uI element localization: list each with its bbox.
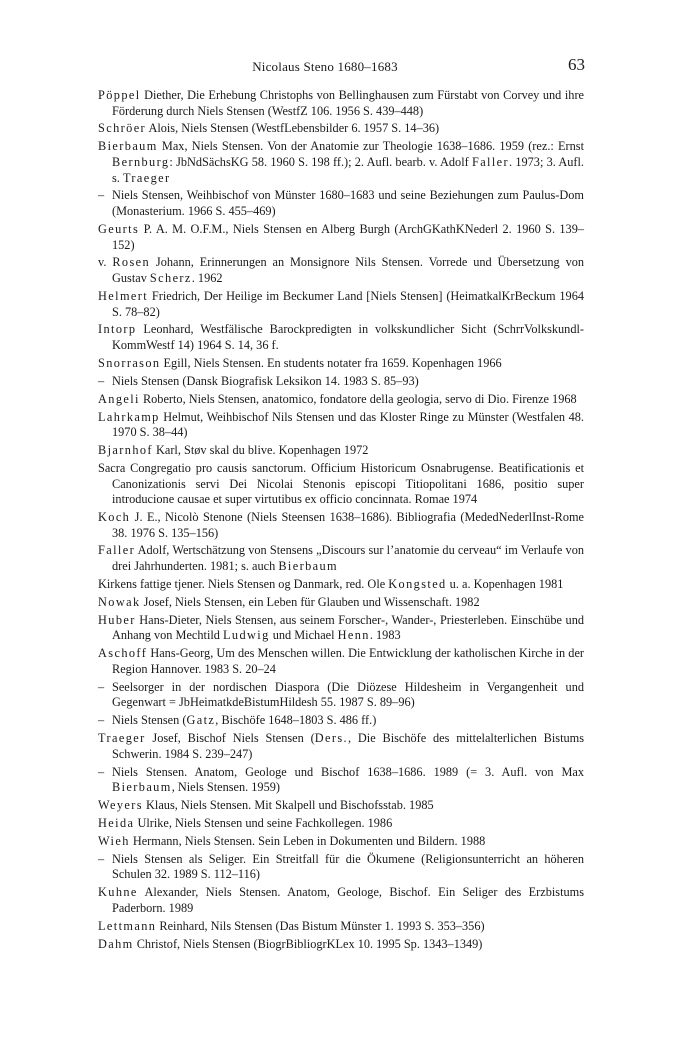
entry-text: Seelsorger in der nordischen Diaspora (Die Diözese Hildesheim in Vergangenheit und Gegenwart = JbHeimatkdeBistumHildesh 55. 1987 S. 89–96) (112, 679, 584, 710)
bibliography-entry (98, 322, 584, 353)
bibliography-entry (98, 255, 584, 286)
bibliography-entry (98, 374, 584, 390)
entry-author: Snorrason (98, 355, 161, 370)
entry-text: Christof, Niels Stensen (BiogrBibliogrKLex 10. 1995 Sp. 1343–1349) (133, 936, 483, 951)
entry-text: , Die Bischöfe des mittelalterlichen Bistums Schwerin. 1984 S. 239–247) (112, 731, 584, 761)
bibliography-entry (98, 765, 584, 796)
bibliography-entry (98, 356, 584, 372)
entry-text: Reinhard, Nils Stensen (Das Bistum Münster 1. 1993 S. 353–356) (156, 918, 485, 933)
ditto-dash: – (98, 373, 105, 388)
entry-text: , Bischöfe 1648–1803 S. 486 ff.) (215, 713, 377, 728)
ditto-dash: – (98, 679, 105, 694)
entry-text: Johann, Erinnerungen an Monsignore Nils Stensen. Vorrede und Übersetzung von Gustav (112, 255, 585, 286)
entry-text: Niels Stensen ( (112, 713, 187, 728)
entry-spaced-name: Ludwig (223, 628, 270, 643)
ditto-dash: – (98, 188, 105, 203)
entry-text: Helmut, Weihbischof Nils Stensen und das Kloster Ringe zu Münster (Westfalen 48. 1970 S. 38–44) (112, 409, 584, 440)
entry-author: Bierbaum (98, 139, 158, 154)
bibliography-entry (98, 798, 584, 814)
entry-text: Hans-Dieter, Niels Stensen, aus seinem Forscher-, Wander-, Priesterleben. Einschübe und Anhang von Mechtild (112, 612, 584, 643)
bibliography-entry (98, 443, 584, 459)
entry-author: Geurts (98, 221, 140, 236)
entry-text: : JbNdSächsKG 58. 1960 S. 198 ff.); 2. Aufl. bearb. v. Adolf (169, 154, 472, 169)
entry-spaced-name: Kongsted (388, 576, 447, 591)
page-header (0, 55, 700, 79)
bibliography-entry (98, 121, 584, 137)
entry-text: Josef, Bischof Niels Stensen ( (145, 731, 315, 746)
ditto-dash: – (98, 764, 105, 779)
entry-text: Karl, Støv skal du blive. Kopenhagen 1972 (152, 443, 369, 458)
bibliography-entry (98, 139, 584, 186)
bibliography-entry (98, 222, 584, 253)
entry-text: Josef, Niels Stensen, ein Leben für Glauben und Wissenschaft. 1982 (140, 594, 480, 609)
entry-text: Alois, Niels Stensen (WestfLebensbilder 6. 1957 S. 14–36) (146, 121, 440, 136)
entry-text: Diether, Die Erhebung Christophs von Bellinghausen zum Fürstabt von Corvey und ihre Förderung durch Niels Stensen (WestfZ 106. 1956 S. 439–448) (112, 88, 584, 118)
bibliography-entry (98, 543, 584, 574)
entry-text: Adolf, Wertschätzung von Stensens „Discours sur l’anatomie du cerveau“ im Verlaufe von drei Jahrhunderten. 1981; s. auch (112, 543, 584, 574)
bibliography-entry (98, 646, 584, 677)
bibliography-entry (98, 577, 584, 593)
entry-spaced-name: Bierbaum (112, 780, 172, 795)
bibliography-entry (98, 188, 584, 219)
entry-author: Lahrkamp (98, 409, 160, 424)
entry-text: Ulrike, Niels Stensen und seine Fachkollegen. 1986 (134, 815, 393, 830)
entry-spaced-name: Henn (337, 628, 370, 643)
entry-text: Sacra Congregatio pro causis sanctorum. Officium Historicum Osnabrugense. Beatificationis et Canonizationis servi Dei Nicolai Stenonis episcopi Titiopolitani 1686, positio super introducione causae et super virtutibus ex officio concinnata. Romae 1974 (98, 460, 584, 507)
entry-author: Wieh (98, 833, 130, 848)
entry-text: . 1983 (369, 628, 401, 643)
entry-text: . 1962 (191, 271, 223, 286)
entry-text: Friedrich, Der Heilige im Beckumer Land [Niels Stensen] (HeimatkalKrBeckum 1964 S. 78–82) (112, 288, 584, 319)
bibliography-entry (98, 680, 584, 711)
entry-spaced-name: Rosen (112, 255, 151, 270)
entry-text: u. a. Kopenhagen 1981 (446, 576, 564, 591)
bibliography-entry (98, 461, 584, 508)
entry-author: Aschoff (98, 646, 148, 661)
bibliography-entry (98, 919, 584, 935)
bibliography-entry (98, 816, 584, 832)
entry-author: Helmert (98, 288, 149, 303)
entry-text: . 1973; 3. Aufl. s. (112, 154, 585, 185)
entry-author: Heida (98, 815, 135, 830)
entry-author: Traeger (98, 731, 146, 746)
entry-spaced-name: Scherz (149, 271, 192, 286)
entry-spaced-name: Faller (471, 154, 510, 169)
entry-text: v. (98, 255, 113, 270)
entry-text: Niels Stensen als Seliger. Ein Streitfall für die Ökumene (Religionsunterricht an höheren Schulen 32. 1989 S. 112–116) (112, 851, 584, 882)
bibliography-entry (98, 852, 584, 883)
bibliography-entry (98, 510, 584, 541)
entry-text: Niels Stensen, Weihbischof von Münster 1680–1683 und seine Beziehungen zum Paulus-Dom (Monasterium. 1966 S. 455–469) (112, 188, 584, 219)
entry-author: Faller (98, 543, 136, 558)
entry-spaced-name: Ders. (314, 731, 348, 746)
entry-text: Kirkens fattige tjener. Niels Stensen og Danmark, red. Ole (98, 576, 389, 591)
entry-author: Schröer (98, 121, 147, 136)
ditto-dash: – (98, 851, 105, 866)
entry-text: und Michael (269, 628, 338, 643)
bibliography-entry (98, 392, 584, 408)
entry-text: Roberto, Niels Stensen, anatomico, fondatore della geologia, servo di Dio. Firenze 1968 (139, 391, 577, 406)
entry-spaced-name: Bernburg (112, 154, 170, 169)
entry-text: , Niels Stensen. 1959) (171, 780, 280, 795)
bibliography-entry (98, 885, 584, 916)
entry-text: Alexander, Niels Stensen. Anatom, Geologe, Bischof. Ein Seliger des Erzbistums Paderborn. 1989 (112, 885, 584, 915)
entry-author: Bjarnhof (98, 443, 153, 458)
entry-author: Lettmann (98, 918, 157, 933)
entry-text: Leonhard, Westfälische Barockpredigten in volkskundlicher Sicht (SchrrVolkskundl-KommWestf 14) 1964 S. 14, 36 f. (112, 322, 584, 352)
entry-author: Angeli (98, 391, 140, 406)
bibliography-entry (98, 937, 584, 953)
bibliography-entry (98, 595, 584, 611)
bibliography-entry (98, 289, 584, 320)
bibliography-entry (98, 410, 584, 441)
bibliography-entry (98, 713, 584, 729)
bibliography-list (98, 88, 584, 954)
entry-text: Egill, Niels Stensen. En students notater fra 1659. Kopenhagen 1966 (160, 355, 502, 370)
entry-text: Hans-Georg, Um des Menschen willen. Die Entwicklung der katholischen Kirche in der Region Hannover. 1983 S. 20–24 (112, 646, 584, 676)
bibliography-entry (98, 88, 584, 119)
ditto-dash: – (98, 713, 105, 728)
entry-text: Max, Niels Stensen. Von der Anatomie zur Theologie 1638–1686. 1959 (rez.: Ernst (157, 139, 584, 154)
bibliography-entry (98, 834, 584, 850)
entry-spaced-name: Gatz (186, 713, 216, 728)
entry-spaced-name: Traeger (122, 170, 171, 185)
entry-spaced-name: Bierbaum (278, 559, 339, 574)
bibliography-entry (98, 731, 584, 762)
running-title: Nicolaus Steno 1680–1683 (252, 59, 398, 74)
entry-text: J. E., Nicolò Stenone (Niels Steensen 1638–1686). Bibliografia (MededNederlInst-Rome 38. 1976 S. 135–156) (112, 510, 584, 540)
entry-text: Klaus, Niels Stensen. Mit Skalpell und Bischofsstab. 1985 (142, 798, 434, 813)
page-number: 63 (568, 55, 585, 74)
entry-author: Intorp (98, 322, 137, 337)
entry-author: Pöppel (98, 88, 141, 102)
entry-text: Niels Stensen (Dansk Biografisk Leksikon 14. 1983 S. 85–93) (112, 373, 419, 388)
entry-author: Nowak (98, 594, 141, 609)
entry-author: Huber (98, 612, 136, 627)
entry-author: Weyers (98, 798, 143, 813)
entry-text: Hermann, Niels Stensen. Sein Leben in Dokumenten und Bildern. 1988 (129, 833, 486, 848)
bibliography-entry (98, 613, 584, 644)
entry-text: P. A. M. O.F.M., Niels Stensen en Alberg Burgh (ArchGKathKNederl 2. 1960 S. 139–152) (112, 221, 584, 252)
entry-text: Niels Stensen. Anatom, Geologe und Bischof 1638–1686. 1989 (= 3. Aufl. von Max (112, 764, 584, 779)
entry-author: Koch (98, 510, 131, 524)
entry-author: Dahm (98, 936, 134, 951)
entry-author: Kuhne (98, 885, 138, 900)
